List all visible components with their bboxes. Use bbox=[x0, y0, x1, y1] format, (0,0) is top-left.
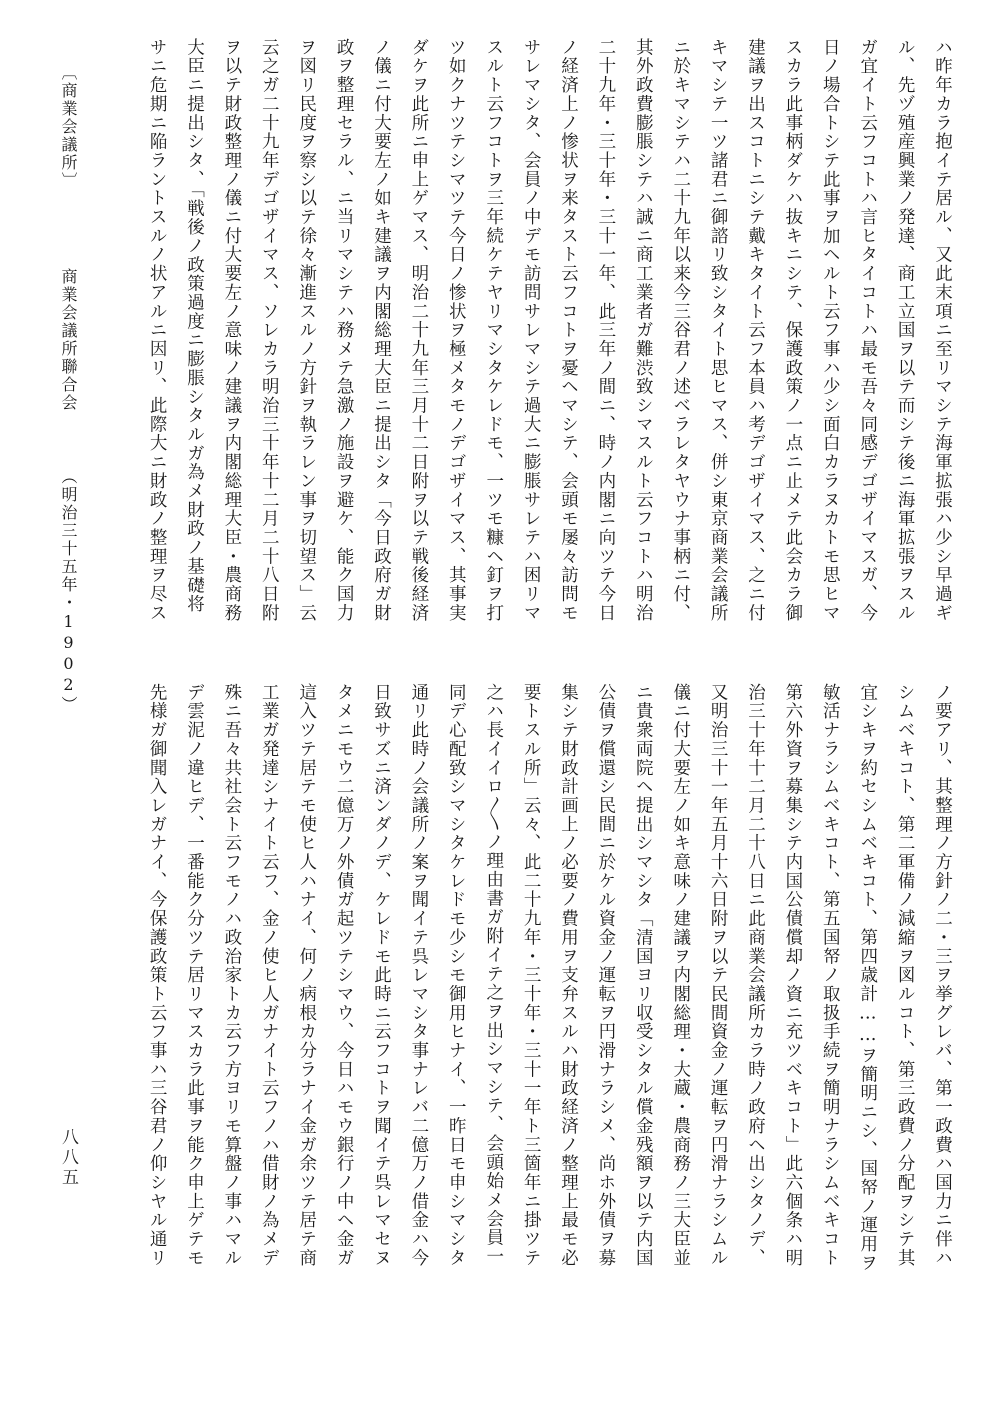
lower-text-column-17: タメニモウ二億万ノ外債ガ起ツテシマウ、今日ハモウ銀行ノ中ヘ金ガ bbox=[334, 683, 355, 1268]
lower-text-column-15: 通リ此時ノ会議所ノ案ヲ聞イテ呉レマシタ事ナレバ二億万ノ借金ハ今 bbox=[408, 683, 429, 1268]
upper-text-column-13: スルト云フコトヲ三年続ケテヤリマシタケレドモ、一ツモ糠ヘ釘ヲ打 bbox=[483, 38, 504, 623]
lower-text-column-2: シムベキコト、第二軍備ノ減縮ヲ図ルコト、第三政費ノ分配ヲシテ其 bbox=[895, 683, 916, 1268]
lower-text-column-22: 先様ガ御聞入レガナイ、今保護政策ト云フ事ハ三谷君ノ仰シヤル通リ bbox=[147, 683, 168, 1268]
lower-text-column-5: 第六外資ヲ募集シテ内国公債償却ノ資ニ充ツベキコト」此六個条ハ明 bbox=[782, 683, 803, 1268]
upper-text-column-18: ヲ図リ民度ヲ察シ以テ徐々漸進スルノ方針ヲ執ラレン事ヲ切望ス」云 bbox=[296, 38, 317, 623]
upper-text-column-1: ハ昨年カラ抱イテ居ル、又此末項ニ至リマシテ海軍拡張ハ少シ早過ギ bbox=[932, 38, 953, 623]
upper-text-column-16: ノ儀ニ付大要左ノ如キ建議ヲ内閣総理大臣ニ提出シタ「今日政府ガ財 bbox=[371, 38, 392, 623]
lower-text-column-18: 這入ツテ居テモ使ヒ人ハナイ、何ノ病根カ分ラナイ金ガ余ツテ居テ商 bbox=[296, 683, 317, 1268]
lower-text-column-7: 又明治三十一年五月十六日附ヲ以テ民間資金ノ運転ヲ円滑ナラシムル bbox=[708, 683, 729, 1268]
lower-text-column-19: 工業ガ発達シナイト云フ、金ノ使ヒ人ガナイト云フノハ借財ノ為メデ bbox=[259, 683, 280, 1268]
upper-text-column-12: サレマシタ、会員ノ中デモ訪問サレマシテ過大ニ膨脹サレテハ困リマ bbox=[521, 38, 542, 623]
lower-text-column-1: ノ要アリ、其整理ノ方針ノ二・三ヲ挙グレバ、第一政費ハ国力ニ伴ハ bbox=[932, 683, 953, 1268]
upper-text-column-14: ツ如クナツテシマツテ今日ノ惨状ヲ極メタモノデゴザイマス、其事実 bbox=[446, 38, 467, 623]
header-year: （明治三十五年・1902） bbox=[59, 468, 78, 714]
lower-text-column-20: 殊ニ吾々共社会ト云フモノハ政治家トカ云フ方ヨリモ算盤ノ事ハマル bbox=[221, 683, 242, 1268]
lower-text-column-8: 儀ニ付大要左ノ如キ意味ノ建議ヲ内閣総理・大蔵・農商務ノ三大臣並 bbox=[670, 683, 691, 1268]
header-organization: 〔商業会議所〕 bbox=[59, 64, 78, 190]
page-number: 八八五 bbox=[58, 1128, 78, 1188]
upper-text-column-22: サニ危期ニ陥ラントスルノ状アルニ因リ、此際大ニ財政ノ整理ヲ尽ス bbox=[147, 38, 168, 623]
lower-text-column-14: 同デ心配致シマシタケレドモ少シモ御用ヒナイ、一昨日モ申シマシタ bbox=[446, 683, 467, 1268]
upper-text-column-19: 云之ガ二十九年デゴザイマス、ソレカラ明治三十年十二月二十八日附 bbox=[259, 38, 280, 623]
upper-text-column-15: ダケヲ此所ニ申上ゲマス、明治二十九年三月十二日附ヲ以テ戦後経済 bbox=[408, 38, 429, 623]
upper-text-column-17: 政ヲ整理セラル、ニ当リマシテハ務メテ急激ノ施設ヲ避ケ、能ク国力 bbox=[334, 38, 355, 623]
lower-text-column-10: 公債ヲ償還シ民間ニ於ケル資金ノ運転ヲ円滑ナラシメ、尚ホ外債ヲ募 bbox=[595, 683, 616, 1268]
header-series-title: 商業会議所聯合会 bbox=[59, 268, 78, 412]
upper-text-column-9: 其外政費膨脹シテハ誠ニ商工業者ガ難渋致シマスルト云フコトハ明治 bbox=[633, 38, 654, 623]
upper-text-column-3: ガ宜イト云フコトハ言ヒタイコトハ最モ吾々同感デゴザイマスガ、今 bbox=[857, 38, 878, 623]
running-header bbox=[60, 64, 76, 714]
lower-text-column-6: 治三十年十二月二十八日ニ此商業会議所カラ時ノ政府ヘ出シタノデ、 bbox=[745, 683, 766, 1268]
upper-text-column-6: 建議ヲ出スコトニシテ戴キタイト云フ本員ハ考デゴザイマス、之ニ付 bbox=[745, 38, 766, 623]
lower-text-column-9: ニ貴衆両院ヘ提出シマシタ「清国ヨリ収受シタル償金残額ヲ以テ内国 bbox=[633, 683, 654, 1268]
upper-text-column-7: キマシテ一ツ諸君ニ御諮リ致シタイト思ヒマス、併シ東京商業会議所 bbox=[708, 38, 729, 623]
lower-text-column-4: 敏活ナラシムベキコト、第五国帑ノ取扱手続ヲ簡明ナラシムベキコト bbox=[820, 683, 841, 1268]
upper-text-column-2: ル、先ヅ殖産興業ノ発達、商工立国ヲ以テ而シテ後ニ海軍拡張ヲスル bbox=[895, 38, 916, 623]
lower-text-column-3: 宜シキヲ約セシムベキコト、第四歳計……ヲ簡明ニシ、国帑ノ運用ヲ bbox=[857, 683, 878, 1273]
upper-text-column-5: スカラ此事柄ダケハ抜キニシテ、保護政策ノ一点ニ止メテ此会カラ御 bbox=[782, 38, 803, 623]
upper-text-column-20: ヲ以テ財政整理ノ儀ニ付大要左ノ意味ノ建議ヲ内閣総理大臣・農商務 bbox=[221, 38, 242, 623]
lower-text-column-12: 要トスル所」云々、此二十九年・三十年・三十一年ト三箇年ニ掛ツテ bbox=[521, 683, 542, 1268]
lower-text-column-13: 之ハ長イイロ〳〵ノ理由書ガ附イテ之ヲ出シマシテ、会頭始メ会員一 bbox=[483, 683, 504, 1266]
upper-text-column-8: ニ於キマシテハ二十九年以来今三谷君ノ述ベラレタヤウナ事柄ニ付、 bbox=[670, 38, 691, 623]
upper-text-column-10: 二十九年・三十年・三十一年、此三年ノ間ニ、時ノ内閣ニ向ツテ今日 bbox=[595, 38, 616, 623]
upper-text-column-21: 大臣ニ提出シタ、「戦後ノ政策過度ニ膨脹シタルガ為メ財政ノ基礎将 bbox=[184, 38, 205, 614]
upper-text-column-4: 日ノ場合トシテ此事ヲ加ヘルト云フ事ハ少シ面白カラヌカトモ思ヒマ bbox=[820, 38, 841, 623]
lower-text-column-11: 集シテ財政計画上ノ必要ノ費用ヲ支弁スルハ財政経済ノ整理上最モ必 bbox=[558, 683, 579, 1268]
upper-text-column-11: ノ経済上ノ惨状ヲ来タスト云フコトヲ憂ヘマシテ、会頭モ屡々訪問モ bbox=[558, 38, 579, 623]
lower-text-column-16: 日致サズニ済ンダノデ、ケレドモ此時ニ云フコトヲ聞イテ呉レマセヌ bbox=[371, 683, 392, 1268]
lower-text-column-21: デ雲泥ノ違ヒデ、一番能ク分ツテ居リマスカラ此事ヲ能ク申上ゲテモ bbox=[184, 683, 205, 1268]
